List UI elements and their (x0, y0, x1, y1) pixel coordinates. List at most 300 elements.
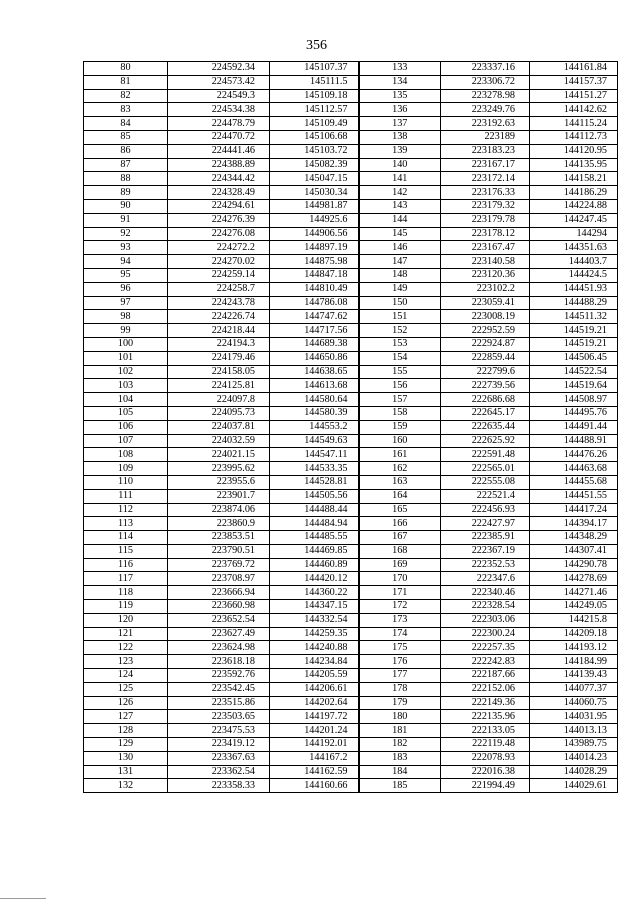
point-number-cell: 104 (84, 393, 168, 407)
y-coordinate-cell: 144547.11 (270, 448, 359, 462)
point-number-cell: 82 (84, 89, 168, 103)
x-coordinate-cell: 223176.33 (441, 186, 530, 200)
x-coordinate-cell: 224259.14 (168, 268, 270, 282)
point-number-cell: 158 (359, 406, 441, 420)
x-coordinate-cell: 222152.06 (441, 682, 530, 696)
point-number-cell: 105 (84, 406, 168, 420)
y-coordinate-cell: 144271.46 (530, 586, 618, 600)
x-coordinate-cell: 223515.86 (168, 696, 270, 710)
y-coordinate-cell: 143989.75 (530, 738, 618, 752)
table-row (84, 296, 618, 310)
point-number-cell: 100 (84, 337, 168, 351)
x-coordinate-cell: 223853.51 (168, 531, 270, 545)
x-coordinate-cell: 224344.42 (168, 172, 270, 186)
y-coordinate-cell: 144451.93 (530, 282, 618, 296)
x-coordinate-cell: 222135.96 (441, 710, 530, 724)
x-coordinate-cell: 223172.14 (441, 172, 530, 186)
point-number-cell: 164 (359, 489, 441, 503)
x-coordinate-cell: 222686.68 (441, 393, 530, 407)
point-number-cell: 120 (84, 613, 168, 627)
y-coordinate-cell: 144553.2 (270, 420, 359, 434)
x-coordinate-cell: 222635.44 (441, 420, 530, 434)
y-coordinate-cell: 144508.97 (530, 393, 618, 407)
table-row (84, 724, 618, 738)
x-coordinate-cell: 222352.53 (441, 558, 530, 572)
table-row (84, 241, 618, 255)
y-coordinate-cell: 144157.37 (530, 75, 618, 89)
point-number-cell: 119 (84, 600, 168, 614)
x-coordinate-cell: 223901.7 (168, 489, 270, 503)
table-row (84, 62, 618, 76)
table-row (84, 503, 618, 517)
y-coordinate-cell: 144120.95 (530, 144, 618, 158)
y-coordinate-cell: 144580.64 (270, 393, 359, 407)
table-row (84, 103, 618, 117)
table-row (84, 751, 618, 765)
y-coordinate-cell: 145107.37 (270, 62, 359, 76)
point-number-cell: 114 (84, 531, 168, 545)
point-number-cell: 123 (84, 655, 168, 669)
point-number-cell: 162 (359, 462, 441, 476)
y-coordinate-cell: 144403.7 (530, 255, 618, 269)
y-coordinate-cell: 145047.15 (270, 172, 359, 186)
point-number-cell: 138 (359, 130, 441, 144)
y-coordinate-cell: 144906.56 (270, 227, 359, 241)
point-number-cell: 113 (84, 517, 168, 531)
x-coordinate-cell: 223618.18 (168, 655, 270, 669)
y-coordinate-cell: 144580.39 (270, 406, 359, 420)
y-coordinate-cell: 144139.43 (530, 669, 618, 683)
y-coordinate-cell: 144014.23 (530, 751, 618, 765)
x-coordinate-cell: 224243.78 (168, 296, 270, 310)
y-coordinate-cell: 144224.88 (530, 199, 618, 213)
point-number-cell: 96 (84, 282, 168, 296)
x-coordinate-cell: 223120.36 (441, 268, 530, 282)
x-coordinate-cell: 224158.05 (168, 365, 270, 379)
point-number-cell: 143 (359, 199, 441, 213)
y-coordinate-cell: 144135.95 (530, 158, 618, 172)
table-row (84, 144, 618, 158)
page-number: 356 (306, 38, 327, 53)
point-number-cell: 171 (359, 586, 441, 600)
y-coordinate-cell: 144192.01 (270, 738, 359, 752)
table-row (84, 365, 618, 379)
y-coordinate-cell: 144505.56 (270, 489, 359, 503)
y-coordinate-cell: 144360.22 (270, 586, 359, 600)
point-number-cell: 168 (359, 544, 441, 558)
table-row (84, 199, 618, 213)
point-number-cell: 106 (84, 420, 168, 434)
y-coordinate-cell: 144115.24 (530, 117, 618, 131)
table-row (84, 765, 618, 779)
y-coordinate-cell: 144847.18 (270, 268, 359, 282)
y-coordinate-cell: 144247.45 (530, 213, 618, 227)
y-coordinate-cell: 144417.24 (530, 503, 618, 517)
x-coordinate-cell: 224573.42 (168, 75, 270, 89)
x-coordinate-cell: 224226.74 (168, 310, 270, 324)
table-row (84, 434, 618, 448)
y-coordinate-cell: 144206.61 (270, 682, 359, 696)
point-number-cell: 141 (359, 172, 441, 186)
y-coordinate-cell: 144161.84 (530, 62, 618, 76)
y-coordinate-cell: 144201.24 (270, 724, 359, 738)
table-row (84, 186, 618, 200)
point-number-cell: 86 (84, 144, 168, 158)
y-coordinate-cell: 144488.29 (530, 296, 618, 310)
point-number-cell: 151 (359, 310, 441, 324)
y-coordinate-cell: 144332.54 (270, 613, 359, 627)
y-coordinate-cell: 144897.19 (270, 241, 359, 255)
x-coordinate-cell: 223995.62 (168, 462, 270, 476)
point-number-cell: 131 (84, 765, 168, 779)
table-row (84, 324, 618, 338)
x-coordinate-cell: 222133.05 (441, 724, 530, 738)
x-coordinate-cell: 224270.02 (168, 255, 270, 269)
table-row (84, 544, 618, 558)
x-coordinate-cell: 223790.51 (168, 544, 270, 558)
table-row (84, 255, 618, 269)
x-coordinate-cell: 223362.54 (168, 765, 270, 779)
x-coordinate-cell: 223652.54 (168, 613, 270, 627)
point-number-cell: 148 (359, 268, 441, 282)
point-number-cell: 116 (84, 558, 168, 572)
y-coordinate-cell: 145109.49 (270, 117, 359, 131)
x-coordinate-cell: 223860.9 (168, 517, 270, 531)
point-number-cell: 112 (84, 503, 168, 517)
x-coordinate-cell: 224276.08 (168, 227, 270, 241)
y-coordinate-cell: 144013.13 (530, 724, 618, 738)
point-number-cell: 91 (84, 213, 168, 227)
y-coordinate-cell: 144424.5 (530, 268, 618, 282)
y-coordinate-cell: 144460.89 (270, 558, 359, 572)
y-coordinate-cell: 145082.39 (270, 158, 359, 172)
coordinates-table (83, 61, 618, 793)
y-coordinate-cell: 144747.62 (270, 310, 359, 324)
x-coordinate-cell: 222456.93 (441, 503, 530, 517)
point-number-cell: 160 (359, 434, 441, 448)
x-coordinate-cell: 224095.73 (168, 406, 270, 420)
point-number-cell: 133 (359, 62, 441, 76)
x-coordinate-cell: 222078.93 (441, 751, 530, 765)
y-coordinate-cell: 145112.57 (270, 103, 359, 117)
table-row (84, 172, 618, 186)
y-coordinate-cell: 144160.66 (270, 779, 359, 793)
y-coordinate-cell: 144209.18 (530, 627, 618, 641)
point-number-cell: 169 (359, 558, 441, 572)
point-number-cell: 149 (359, 282, 441, 296)
x-coordinate-cell: 222016.38 (441, 765, 530, 779)
point-number-cell: 145 (359, 227, 441, 241)
point-number-cell: 156 (359, 379, 441, 393)
table-row (84, 600, 618, 614)
point-number-cell: 118 (84, 586, 168, 600)
y-coordinate-cell: 144240.88 (270, 641, 359, 655)
point-number-cell: 146 (359, 241, 441, 255)
x-coordinate-cell: 223179.78 (441, 213, 530, 227)
table-row (84, 572, 618, 586)
point-number-cell: 132 (84, 779, 168, 793)
table-row (84, 420, 618, 434)
y-coordinate-cell: 145106.68 (270, 130, 359, 144)
point-number-cell: 135 (359, 89, 441, 103)
point-number-cell: 99 (84, 324, 168, 338)
point-number-cell: 157 (359, 393, 441, 407)
x-coordinate-cell: 222521.4 (441, 489, 530, 503)
x-coordinate-cell: 223278.98 (441, 89, 530, 103)
point-number-cell: 129 (84, 738, 168, 752)
y-coordinate-cell: 144511.32 (530, 310, 618, 324)
x-coordinate-cell: 222591.48 (441, 448, 530, 462)
point-number-cell: 95 (84, 268, 168, 282)
x-coordinate-cell: 222427.97 (441, 517, 530, 531)
point-number-cell: 127 (84, 710, 168, 724)
x-coordinate-cell: 224592.34 (168, 62, 270, 76)
x-coordinate-cell: 224294.61 (168, 199, 270, 213)
x-coordinate-cell: 224125.81 (168, 379, 270, 393)
point-number-cell: 89 (84, 186, 168, 200)
point-number-cell: 182 (359, 738, 441, 752)
x-coordinate-cell: 223358.33 (168, 779, 270, 793)
y-coordinate-cell: 144549.63 (270, 434, 359, 448)
y-coordinate-cell: 144925.6 (270, 213, 359, 227)
x-coordinate-cell: 223769.72 (168, 558, 270, 572)
x-coordinate-cell: 222347.6 (441, 572, 530, 586)
point-number-cell: 176 (359, 655, 441, 669)
coordinates-table-body (84, 62, 618, 793)
x-coordinate-cell: 224388.89 (168, 158, 270, 172)
point-number-cell: 110 (84, 475, 168, 489)
x-coordinate-cell: 224032.59 (168, 434, 270, 448)
x-coordinate-cell: 223627.49 (168, 627, 270, 641)
table-row (84, 682, 618, 696)
x-coordinate-cell: 222119.48 (441, 738, 530, 752)
y-coordinate-cell: 144028.29 (530, 765, 618, 779)
y-coordinate-cell: 144533.35 (270, 462, 359, 476)
x-coordinate-cell: 222187.66 (441, 669, 530, 683)
table-row (84, 462, 618, 476)
table-row (84, 130, 618, 144)
point-number-cell: 165 (359, 503, 441, 517)
table-row (84, 779, 618, 793)
y-coordinate-cell: 144689.38 (270, 337, 359, 351)
y-coordinate-cell: 144981.87 (270, 199, 359, 213)
table-row (84, 489, 618, 503)
table-row (84, 117, 618, 131)
x-coordinate-cell: 222565.01 (441, 462, 530, 476)
y-coordinate-cell: 144810.49 (270, 282, 359, 296)
point-number-cell: 111 (84, 489, 168, 503)
table-row (84, 558, 618, 572)
point-number-cell: 102 (84, 365, 168, 379)
y-coordinate-cell: 144786.08 (270, 296, 359, 310)
x-coordinate-cell: 223192.63 (441, 117, 530, 131)
x-coordinate-cell: 222367.19 (441, 544, 530, 558)
x-coordinate-cell: 223367.63 (168, 751, 270, 765)
point-number-cell: 159 (359, 420, 441, 434)
point-number-cell: 83 (84, 103, 168, 117)
point-number-cell: 177 (359, 669, 441, 683)
table-row (84, 282, 618, 296)
x-coordinate-cell: 224194.3 (168, 337, 270, 351)
table-row (84, 379, 618, 393)
point-number-cell: 137 (359, 117, 441, 131)
y-coordinate-cell: 144638.65 (270, 365, 359, 379)
y-coordinate-cell: 144506.45 (530, 351, 618, 365)
y-coordinate-cell: 144307.41 (530, 544, 618, 558)
y-coordinate-cell: 144151.27 (530, 89, 618, 103)
point-number-cell: 98 (84, 310, 168, 324)
table-row (84, 406, 618, 420)
table-row (84, 613, 618, 627)
point-number-cell: 94 (84, 255, 168, 269)
point-number-cell: 174 (359, 627, 441, 641)
x-coordinate-cell: 223624.98 (168, 641, 270, 655)
point-number-cell: 161 (359, 448, 441, 462)
point-number-cell: 103 (84, 379, 168, 393)
x-coordinate-cell: 222149.36 (441, 696, 530, 710)
y-coordinate-cell: 144519.64 (530, 379, 618, 393)
table-row (84, 213, 618, 227)
y-coordinate-cell: 144205.59 (270, 669, 359, 683)
x-coordinate-cell: 224179.46 (168, 351, 270, 365)
table-row (84, 337, 618, 351)
point-number-cell: 172 (359, 600, 441, 614)
page-edge-mark (0, 898, 46, 899)
x-coordinate-cell: 223249.76 (441, 103, 530, 117)
x-coordinate-cell: 223178.12 (441, 227, 530, 241)
table-row (84, 531, 618, 545)
point-number-cell: 153 (359, 337, 441, 351)
y-coordinate-cell: 144469.85 (270, 544, 359, 558)
y-coordinate-cell: 144162.59 (270, 765, 359, 779)
x-coordinate-cell: 223167.47 (441, 241, 530, 255)
x-coordinate-cell: 223337.16 (441, 62, 530, 76)
x-coordinate-cell: 223874.06 (168, 503, 270, 517)
y-coordinate-cell: 144077.37 (530, 682, 618, 696)
point-number-cell: 142 (359, 186, 441, 200)
x-coordinate-cell: 224470.72 (168, 130, 270, 144)
table-row (84, 268, 618, 282)
table-row (84, 710, 618, 724)
table-row (84, 586, 618, 600)
point-number-cell: 87 (84, 158, 168, 172)
y-coordinate-cell: 144351.63 (530, 241, 618, 255)
y-coordinate-cell: 144476.26 (530, 448, 618, 462)
x-coordinate-cell: 223059.41 (441, 296, 530, 310)
y-coordinate-cell: 144519.21 (530, 324, 618, 338)
point-number-cell: 108 (84, 448, 168, 462)
x-coordinate-cell: 222300.24 (441, 627, 530, 641)
table-row (84, 158, 618, 172)
point-number-cell: 155 (359, 365, 441, 379)
point-number-cell: 134 (359, 75, 441, 89)
table-row (84, 393, 618, 407)
x-coordinate-cell: 223179.32 (441, 199, 530, 213)
y-coordinate-cell: 144420.12 (270, 572, 359, 586)
table-row (84, 627, 618, 641)
y-coordinate-cell: 144202.64 (270, 696, 359, 710)
x-coordinate-cell: 223189 (441, 130, 530, 144)
table-row (84, 738, 618, 752)
point-number-cell: 178 (359, 682, 441, 696)
x-coordinate-cell: 222555.08 (441, 475, 530, 489)
x-coordinate-cell: 222303.06 (441, 613, 530, 627)
point-number-cell: 81 (84, 75, 168, 89)
x-coordinate-cell: 224478.79 (168, 117, 270, 131)
point-number-cell: 175 (359, 641, 441, 655)
x-coordinate-cell: 223542.45 (168, 682, 270, 696)
y-coordinate-cell: 144488.44 (270, 503, 359, 517)
x-coordinate-cell: 222340.46 (441, 586, 530, 600)
x-coordinate-cell: 222859.44 (441, 351, 530, 365)
y-coordinate-cell: 144142.62 (530, 103, 618, 117)
point-number-cell: 107 (84, 434, 168, 448)
table-row (84, 351, 618, 365)
point-number-cell: 85 (84, 130, 168, 144)
y-coordinate-cell: 145109.18 (270, 89, 359, 103)
x-coordinate-cell: 223592.76 (168, 669, 270, 683)
y-coordinate-cell: 144112.73 (530, 130, 618, 144)
point-number-cell: 128 (84, 724, 168, 738)
y-coordinate-cell: 144060.75 (530, 696, 618, 710)
y-coordinate-cell: 144167.2 (270, 751, 359, 765)
y-coordinate-cell: 144029.61 (530, 779, 618, 793)
point-number-cell: 140 (359, 158, 441, 172)
x-coordinate-cell: 223503.65 (168, 710, 270, 724)
x-coordinate-cell: 224441.46 (168, 144, 270, 158)
table-row (84, 641, 618, 655)
y-coordinate-cell: 144290.78 (530, 558, 618, 572)
y-coordinate-cell: 144158.21 (530, 172, 618, 186)
point-number-cell: 173 (359, 613, 441, 627)
x-coordinate-cell: 224276.39 (168, 213, 270, 227)
y-coordinate-cell: 144348.29 (530, 531, 618, 545)
point-number-cell: 125 (84, 682, 168, 696)
x-coordinate-cell: 224549.3 (168, 89, 270, 103)
x-coordinate-cell: 222739.56 (441, 379, 530, 393)
x-coordinate-cell: 222625.92 (441, 434, 530, 448)
y-coordinate-cell: 144031.95 (530, 710, 618, 724)
x-coordinate-cell: 224097.8 (168, 393, 270, 407)
x-coordinate-cell: 222952.59 (441, 324, 530, 338)
y-coordinate-cell: 144347.15 (270, 600, 359, 614)
table-row (84, 475, 618, 489)
point-number-cell: 130 (84, 751, 168, 765)
point-number-cell: 115 (84, 544, 168, 558)
y-coordinate-cell: 144463.68 (530, 462, 618, 476)
y-coordinate-cell: 144488.91 (530, 434, 618, 448)
point-number-cell: 181 (359, 724, 441, 738)
point-number-cell: 136 (359, 103, 441, 117)
x-coordinate-cell: 224218.44 (168, 324, 270, 338)
x-coordinate-cell: 222242.83 (441, 655, 530, 669)
x-coordinate-cell: 223475.53 (168, 724, 270, 738)
y-coordinate-cell: 144259.35 (270, 627, 359, 641)
table-row (84, 448, 618, 462)
x-coordinate-cell: 223306.72 (441, 75, 530, 89)
y-coordinate-cell: 144197.72 (270, 710, 359, 724)
x-coordinate-cell: 224534.38 (168, 103, 270, 117)
point-number-cell: 154 (359, 351, 441, 365)
point-number-cell: 97 (84, 296, 168, 310)
x-coordinate-cell: 222328.54 (441, 600, 530, 614)
y-coordinate-cell: 144278.69 (530, 572, 618, 586)
x-coordinate-cell: 224258.7 (168, 282, 270, 296)
y-coordinate-cell: 144184.99 (530, 655, 618, 669)
point-number-cell: 126 (84, 696, 168, 710)
y-coordinate-cell: 145111.5 (270, 75, 359, 89)
table-row (84, 75, 618, 89)
